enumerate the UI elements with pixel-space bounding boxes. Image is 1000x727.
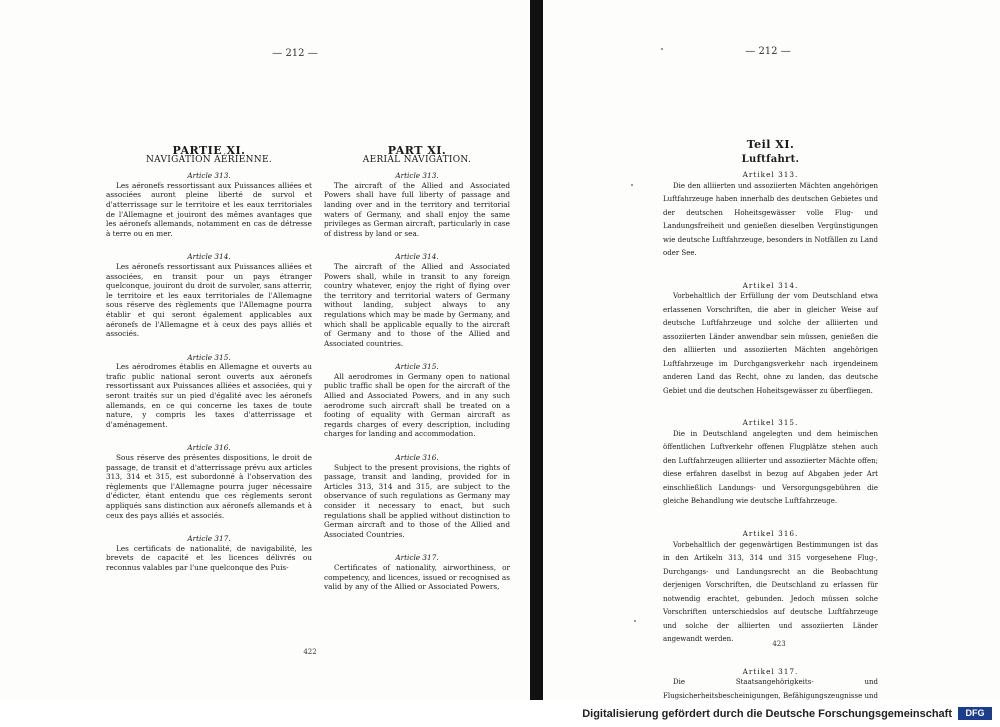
bottom-page-number: 422 xyxy=(303,648,317,656)
article-heading: Article 317. xyxy=(395,553,439,563)
page-number: — 212 — xyxy=(272,48,318,59)
article-text: Les aéronefs ressortissant aux Puissances alliées et associées, en transit pour un pays étranger quelconque, jouiront du droit de survoler, sans atterrir, le territoire et les eaux territoriales de l'Allemagne sous réserve des règlements que l'Allemagne pourra établir et qui seront également applicables aux aéronefs de l'Allemagne et à ceux des pays alliés et associés. xyxy=(106,261,312,339)
article-heading: Artikel 317. xyxy=(742,666,799,676)
page-number: — 212 — xyxy=(745,46,791,57)
part-title: Teil XI. xyxy=(746,138,795,151)
article-text: The aircraft of the Allied and Associated Powers shall, while in transit to any foreign country whatever, enjoy the right of flying over the territory and territorial waters of Germany without landing, subject always to any regulations which may be made by Germany, and which shall be applicable equally to the aircraft of Germany and to those of the Allied and Associated countries. xyxy=(324,261,510,348)
article-text: Les certificats de nationalité, de navigabilité, les brevets de capacité et les licences délivrés ou reconnus valables par l'une quelconque des Puis- xyxy=(106,543,312,572)
article-heading: Artikel 315. xyxy=(742,418,799,428)
article-heading: Article 313. xyxy=(187,171,231,181)
article-text: Sous réserve des présentes dispositions, le droit de passage, de transit et d'atterrissage prévu aux articles 313, 314 et 315, est subordonné à l'observation des règlements que l'Allemagne pourra juger nécessaire d'édicter, étant entendu que ces règlements seront appliqués sans distinction aux aéronefs allemands et à ceux des pays alliés et associés. xyxy=(106,453,312,520)
right-page xyxy=(543,0,1000,700)
article-heading: Article 317. xyxy=(187,534,231,544)
part-title: PART XI. xyxy=(387,144,447,157)
article-text: The aircraft of the Allied and Associated Powers shall have full liberty of passage and landing over and in the territory and territorial waters of Germany, and shall enjoy the same privileges as German aircraft, particularly in case of distress by land or sea. xyxy=(324,180,510,238)
speck xyxy=(631,184,633,186)
article-heading: Artikel 314. xyxy=(742,280,799,290)
funding-note: Digitalisierung gefördert durch die Deutsche Forschungsgemeinschaft xyxy=(582,708,952,720)
article-text: All aerodromes in Germany open to national public traffic shall be open for the aircraft of the Allied and Associated Powers, and in any such aerodrome such aircraft shall be treated on a footing of equality with German aircraft as regards charges of every description, including charges for landing and accommodation. xyxy=(324,371,510,439)
article-text: Certificates of nationality, airworthiness, or competency, and licences, issued or recognised as valid by any of the Allied or Associated Powers, xyxy=(324,562,510,592)
part-subtitle: Luftfahrt. xyxy=(741,153,800,165)
article-text: Les aéronefs ressortissant aux Puissances alliées et associées auront pleine liberté de survol et d'atterrissage sur le territoire et les eaux territoriales de l'Allemagne et jouiront des mêmes avantages que les aéronefs allemands, notamment en cas de détresse à terre ou en mer. xyxy=(106,180,312,238)
article-heading: Article 316. xyxy=(395,453,439,463)
article-heading: Artikel 313. xyxy=(742,170,799,180)
article-text: Die Staatsangehörigkeits- und Flugsicherheitsbescheinigungen, Befähigungszeugnisse und xyxy=(663,678,878,700)
article-text: Subject to the present provisions, the rights of passage, transit and landing, provided for in Articles 313, 314 and 315, are subject to the observance of such regulations as Germany may consider it necessary to enact, but such regulations shall be applied without distinction to German aircraft and to those of the Allied and Associated Countries. xyxy=(324,462,510,539)
article-heading: Article 314. xyxy=(187,252,231,262)
article-heading: Article 315. xyxy=(395,362,439,372)
french-column xyxy=(106,146,312,573)
article-heading: Article 315. xyxy=(187,352,231,362)
article-heading: Article 316. xyxy=(187,443,231,453)
article-text: Vorbehaltlich der Erfüllung der vom Deutschland etwa erlassenen Vorschriften, die aber in gleicher Weise auf deutsche Luftfahrzeuge und solche der alliierten und assoziierten Länder anwendbar sein müssen, genießen die den alliierten und assoziierten Mächten angehörigen Luftfahrzeuge im Durchgangsverkehr nach irgendeinem anderen Land das Recht, ohne zu landen, das deutsche Gebiet und die deutschen Hoheitsgewässer zu überfliegen. xyxy=(663,292,878,395)
bottom-page-number: 423 xyxy=(772,640,786,648)
footer-bar xyxy=(0,700,1000,727)
speck xyxy=(661,48,663,50)
article-text: Vorbehaltlich der gegenwärtigen Bestimmungen ist das in den Artikeln 313, 314 und 315 vorgesehene Flug-, Durchgangs- und Landungsrecht an die Beobachtung derjenigen Vorschriften, die Deutschland zu erlassen für notwendig erachtet, gebunden. Jedoch müssen solche Vorschriften unterschiedslos auf deutsche Luftfahrzeuge und solche der alliierten und assoziierten Länder angewandt werden. xyxy=(663,540,878,644)
article-heading: Article 313. xyxy=(395,171,439,181)
english-column xyxy=(324,146,510,592)
german-column xyxy=(663,140,878,700)
article-text: Les aérodromes établis en Allemagne et ouverts au trafic public national seront ouverts aux aéronefs ressortissant aux Puissances alliées et associées, qui y seront traités sur un pied d'égalité avec les aéronefs allemands, en ce qui concerne les taxes de toute nature, y compris les taxes d'atterrissage et d'aménagement. xyxy=(106,362,312,429)
part-title: PARTIE XI. xyxy=(172,144,246,157)
speck xyxy=(634,620,636,622)
part-subtitle: AERIAL NAVIGATION. xyxy=(362,154,472,165)
part-subtitle: NAVIGATION AÉRIENNE. xyxy=(145,154,272,165)
article-heading: Artikel 316. xyxy=(742,528,799,538)
article-heading: Article 314. xyxy=(395,252,439,262)
book-gutter xyxy=(530,0,543,700)
dfg-logo: DFG xyxy=(958,707,992,720)
article-text: Die den alliierten und assoziierten Mächten angehörigen Luftfahrzeuge haben innerhalb des deutschen Gebietes und der deutschen Hoheitsgewässer volle Flug- und Landungsfreiheit und genießen dieselben Vergünstigungen wie deutsche Luftfahrzeuge, besonders in Notfällen zu Land oder See. xyxy=(663,181,878,258)
article-text: Die in Deutschland angelegten und dem heimischen öffentlichen Luftverkehr offenen Flugplätze stehen auch den Luftfahrzeugen alliierter und assoziierter Mächte offen; diese erfahren daselbst in bezug auf Abgaben jeder Art einschließlich Landungs- und Versorgungsgebühren die gleiche Behandlung wie deutsche Luftfahrzeuge. xyxy=(663,429,878,506)
